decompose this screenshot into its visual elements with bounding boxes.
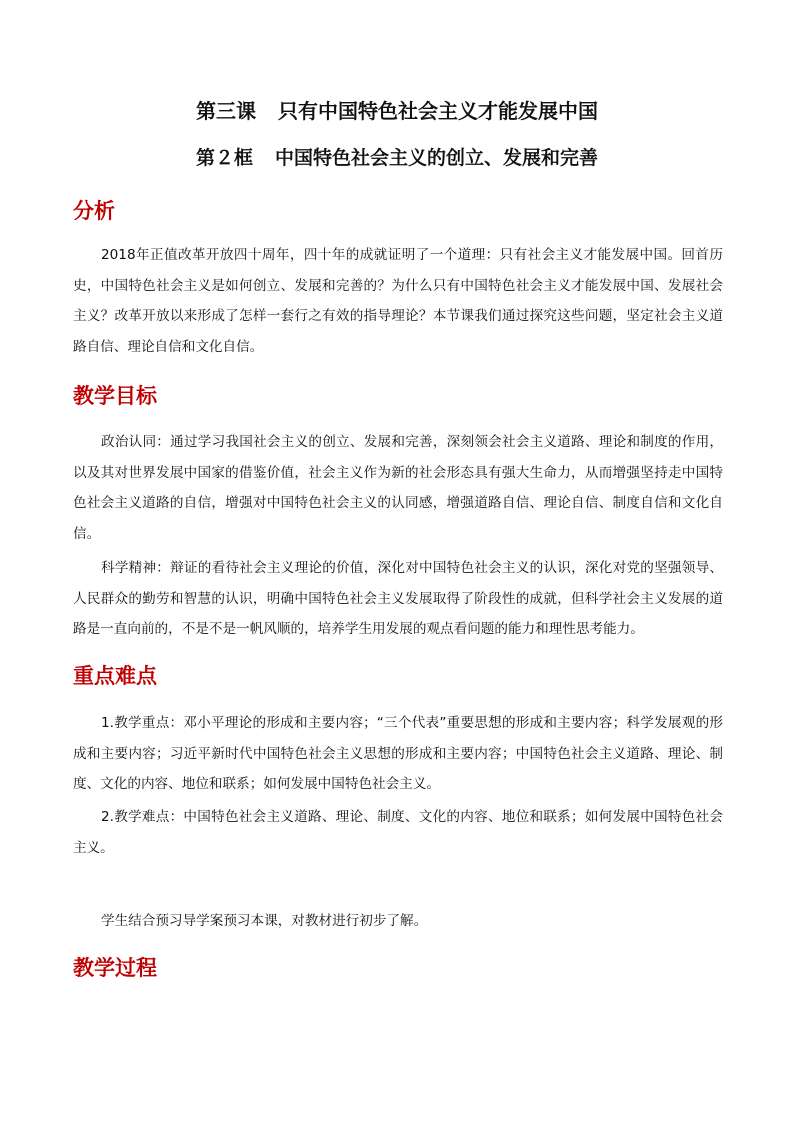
process-heading: 教学过程 bbox=[73, 955, 157, 980]
lesson-title-text: 只有中国特色社会主义才能发展中国 bbox=[278, 99, 598, 123]
goal-scientific-spirit: 科学精神：辩证的看待社会主义理论的价值，深化对中国特色社会主义的认识，深化对党的坚强领导、人民群众的勤劳和智慧的认识，明确中国特色社会主义发展取得了阶段性的成就，但科学社会主义发展的道路是一直向前的，不是不是一帆风顺的，培养学生用发展的观点看问题的能力和理性思考能力。 bbox=[73, 560, 723, 637]
frame-title bbox=[0, 143, 794, 170]
lesson-title bbox=[0, 95, 794, 124]
analysis-heading: 分析 bbox=[73, 198, 115, 223]
key-point-difficulty: 2.教学难点：中国特色社会主义道路、理论、制度、文化的内容、地位和联系；如何发展中国特色社会主义。 bbox=[73, 809, 723, 856]
frame-title-text: 中国特色社会主义的创立、发展和完善 bbox=[275, 147, 599, 169]
goals-heading: 教学目标 bbox=[73, 383, 157, 408]
key-point-focus: 1.教学重点：邓小平理论的形成和主要内容；“三个代表”重要思想的形成和主要内容；科学发展观的形成和主要内容；习近平新时代中国特色社会主义思想的形成和主要内容；中国特色社会主义道路、理论、制度、文化的内容、地位和联系；如何发展中国特色社会主义。 bbox=[73, 715, 723, 792]
goal-political-identity: 政治认同：通过学习我国社会主义的创立、发展和完善，深刻领会社会主义道路、理论和制度的作用，以及其对世界发展中国家的借鉴价值，社会主义作为新的社会形态具有强大生命力，从而增强坚持走中国特色社会主义道路的自信，增强对中国特色社会主义的认同感，增强道路自信、理论自信、制度自信和文化自信。 bbox=[73, 434, 723, 542]
key-points-heading: 重点难点 bbox=[73, 663, 157, 688]
analysis-paragraph: 2018年正值改革开放四十周年，四十年的成就证明了一个道理：只有社会主义才能发展中国。回首历史，中国特色社会主义是如何创立、发展和完善的？为什么只有中国特色社会主义才能发展中国、发展社会主义？改革开放以来形成了怎样一套行之有效的指导理论？本节课我们通过探究这些问题，坚定社会主义道路自信、理论自信和文化自信。 bbox=[73, 247, 723, 355]
lesson-number: 第三课 bbox=[196, 99, 256, 123]
frame-number: 第２框 bbox=[195, 147, 253, 169]
preparation-paragraph: 学生结合预习导学案预习本课，对教材进行初步了解。 bbox=[101, 913, 428, 929]
